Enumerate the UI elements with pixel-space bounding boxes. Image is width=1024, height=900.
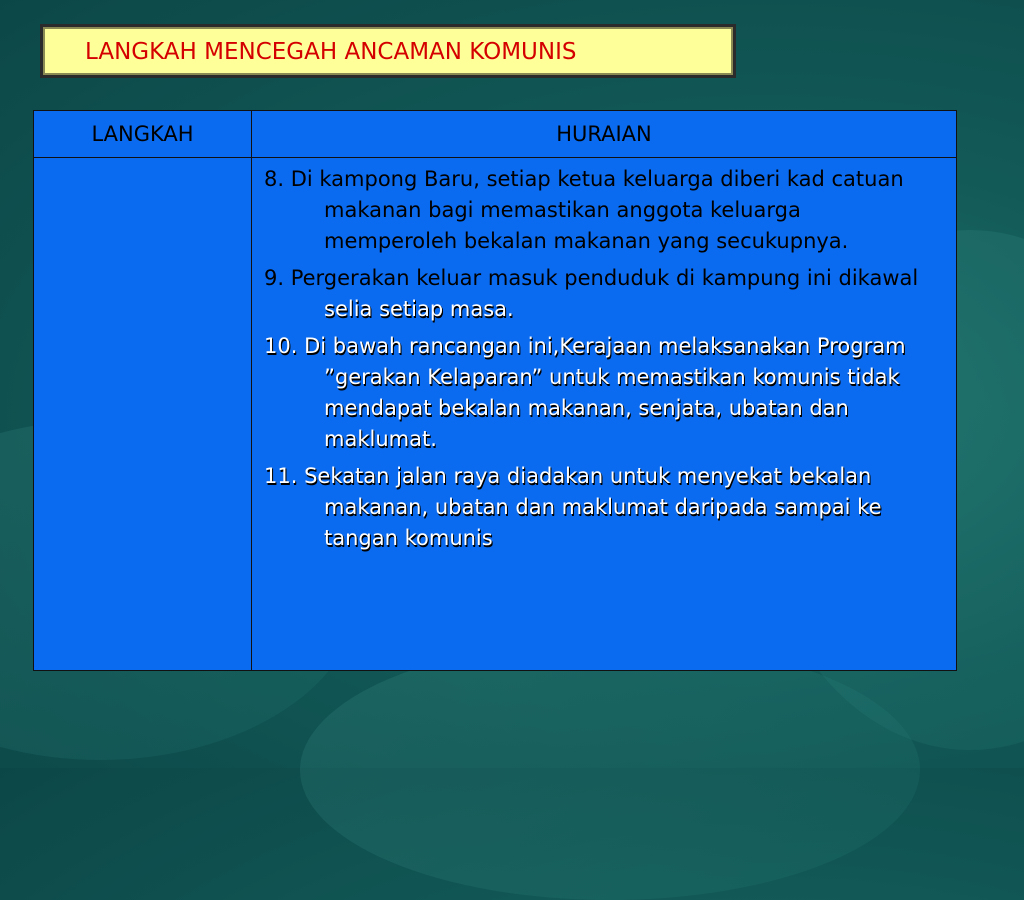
huraian-cell (252, 158, 957, 671)
list-item-9-highlight: selia setiap masa. (324, 297, 514, 321)
list-item-9 (264, 263, 936, 325)
langkah-cell (34, 158, 252, 671)
list-item-11: 11. Sekatan jalan raya diadakan untuk menyekat bekalan makanan, ubatan dan maklumat daripada sampai ke tangan komunis (264, 464, 882, 550)
header-huraian: HURAIAN (252, 111, 957, 158)
list-item-8: 8. Di kampong Baru, setiap ketua keluarga diberi kad catuan makanan bagi memastikan anggota keluarga memperoleh bekalan makanan yang secukupnya. (264, 167, 904, 253)
list-item-10: 10. Di bawah rancangan ini,Kerajaan melaksanakan Program ”gerakan Kelaparan” untuk memastikan komunis tidak mendapat bekalan makanan, senjata, ubatan dan maklumat. (264, 334, 906, 451)
table-row (34, 158, 957, 671)
content-table (33, 110, 957, 671)
list-item-9-text: 9. Pergerakan keluar masuk penduduk di kampung ini dikawal (264, 266, 919, 290)
background-wave (300, 640, 920, 900)
header-langkah: LANGKAH (34, 111, 252, 158)
table-header-row (34, 111, 957, 158)
slide-title: LANGKAH MENCEGAH ANCAMAN KOMUNIS (43, 27, 733, 75)
slide-title-box (40, 24, 736, 78)
